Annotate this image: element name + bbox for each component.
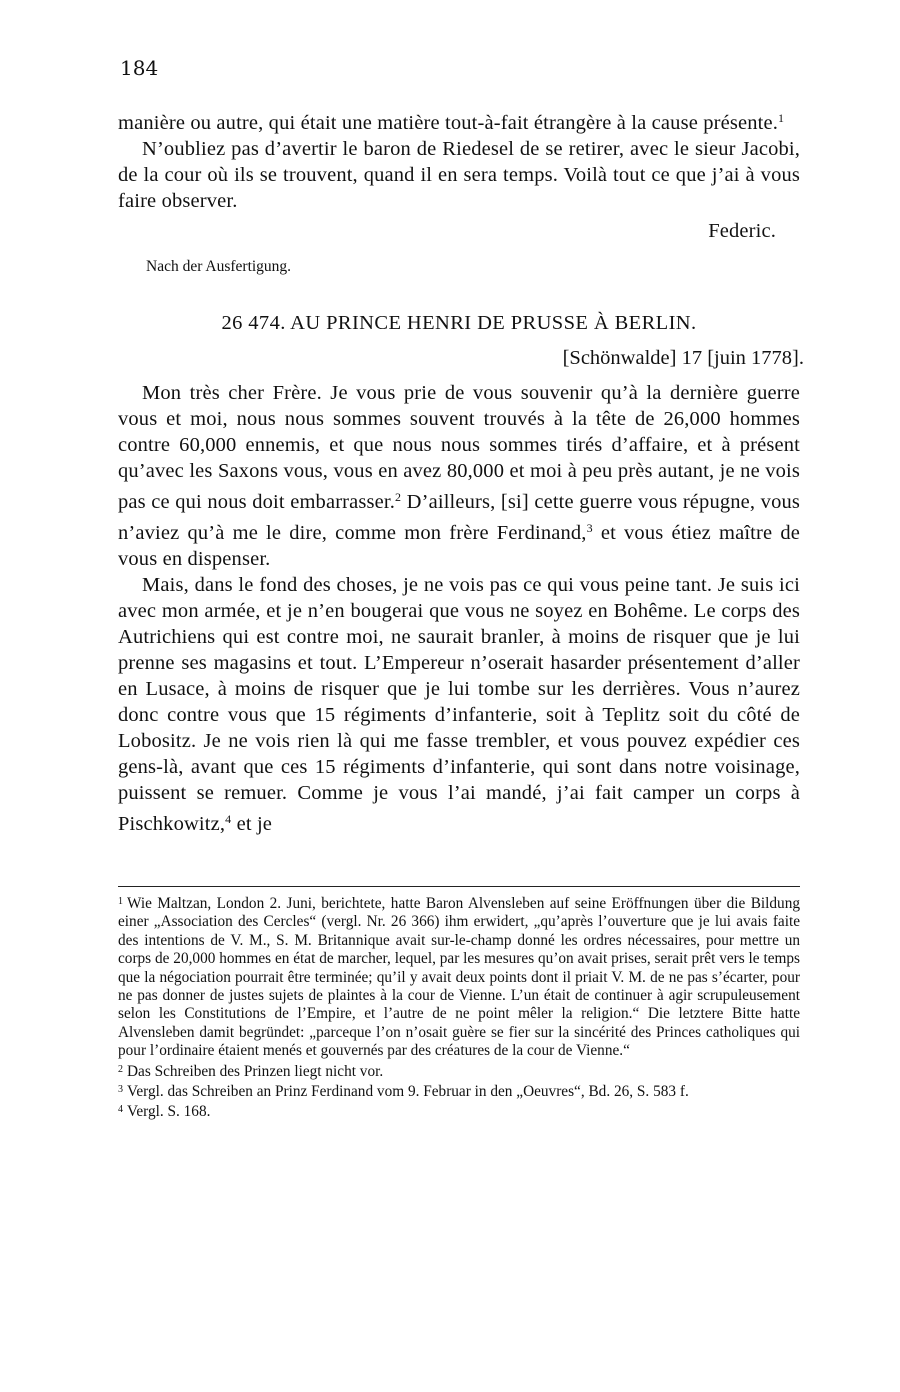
footnote-ref[interactable]: 1 — [778, 111, 785, 125]
footnote-mark: 1 — [118, 896, 123, 907]
signature: Federic. — [708, 220, 776, 242]
source-note: Nach der Ausfertigung. — [146, 258, 292, 275]
paragraph: manière ou autre, qui était une matière tout-à-fait étrangère à la cause présente.$^1$ — [118, 111, 785, 134]
letter-continuation — [118, 105, 800, 244]
paragraph: Mais, dans le fond des choses, je ne vois pas ce qui vous peine tant. Je suis ici avec mon armée, et je n’en bougerai que vous ne soyez en Bohême. Le corps des Autrichiens qui est contre moi, ne saurait branler, à moins de risquer que je lui prenne ses magasins et tout. L’Empereur n’oserait hasarder présentement d’aller en Lusace, à moins de risquer que je lui tombe sur les derrières. Vous n’aurez donc contre vous que 15 régiments d’infanterie, soit à Teplitz soit du côté de Lobositz. Je ne vois rien là qui me fasse trembler, et vous pouvez expédier ces gens-là, avant que ces 15 régiments d’infanterie, qui sont dans notre voisinage, puissent se remuer. Comme je vous l’ai mandé, j’ai fait camper un corps à Pischkowitz,$^4$ et je — [118, 574, 800, 835]
letter-body — [118, 380, 800, 837]
footnote-ref[interactable]: 2 — [395, 490, 402, 504]
footnote: $^1$ Wie Maltzan, London 2. Juni, berichtete, hatte Baron Alvensleben auf seine Eröffnungen über die Bildung einer „Association des Cercles“ (vergl. Nr. 26 366) ihm erwidert, „qu’après l’ouverture que je lui avais faite des intentions de V. M., S. M. Britannique avait sur-le-champ donné les ordres nécessaires, pour mettre un corps de 20,000 hommes en état de marcher, lequel, par les mesures qu’on avait prises, serait prêt vers le temps que la négociation pourrait être terminée; qu’il y avait deux points dont il priait V. M. de ne pas s’écarter, pour ne pas donner de justes sujets de plaintes à la cour de Vienne. L’un était de continuer à agir scrupuleusement selon les Constitutions de l’Empire, et l’autre de ne point mêler la religion.“ Die letztere Bitte hatte Alvensleben damit begründet: „parceque l’on n’osait guère se fier sur la sincérité des Princes catholiques qui pour l’ordinaire étaient menés et gouvernés par des créatures de la cour de Vienne.“ — [118, 895, 800, 1060]
paragraph: Mon très cher Frère. Je vous prie de vous souvenir qu’à la dernière guerre vous et moi, nous nous sommes souvent trouvés à la tête de 26,000 hommes contre 60,000 ennemis, et que nous nous sommes tirés d’affaire, et à présent qu’avec les Saxons vous, vous en avez 80,000 et moi à peu près autant, je ne vois pas ce qui nous doit embarrasser.$^2$ D’ailleurs, [si] cette guerre vous répugne, vous n’aviez qu’à me le dire, comme mon frère Ferdinand,$^3$ et vous étiez maître de vous en dispenser. — [118, 382, 800, 570]
footnote-mark: 2 — [118, 1063, 123, 1075]
footnote: $^4$ Vergl. S. 168. — [118, 1103, 211, 1121]
footnote: $^3$ Vergl. das Schreiben an Prinz Ferdinand vom 9. Februar in den „Oeuvres“, Bd. 26, S. 583 f. — [118, 1083, 689, 1101]
letter-dateline: [Schönwalde] 17 [juin 1778]. — [562, 347, 804, 369]
page-number: 184 — [120, 56, 159, 80]
footnotes — [118, 893, 800, 1122]
footnote-ref[interactable]: 4 — [225, 812, 232, 826]
letter-heading: 26 474. AU PRINCE HENRI DE PRUSSE À BERLIN. — [221, 312, 697, 334]
footnote-divider — [118, 886, 800, 887]
footnote: $^2$ Das Schreiben des Prinzen liegt nicht vor. — [118, 1062, 384, 1080]
footnote-mark: 3 — [118, 1084, 123, 1096]
footnote-ref[interactable]: 3 — [586, 521, 593, 535]
footnote-mark: 4 — [118, 1104, 123, 1116]
paragraph: N’oubliez pas d’avertir le baron de Riedesel de se retirer, avec le sieur Jacobi, de la cour où ils se trouvent, quand il en sera temps. Voilà tout ce que j’ai à vous faire observer. — [118, 138, 800, 212]
